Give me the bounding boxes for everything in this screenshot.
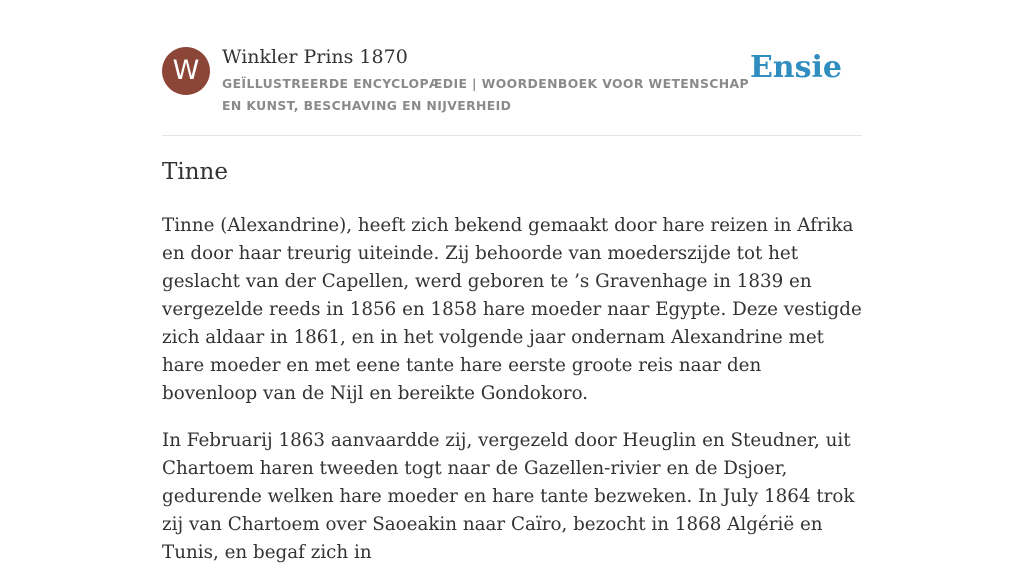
header-divider [162, 135, 862, 136]
source-avatar[interactable]: W [162, 47, 210, 95]
article-title: Tinne [162, 159, 228, 185]
article-body [162, 212, 862, 586]
brand-logo-link[interactable]: Ensie [749, 50, 842, 85]
article-paragraph: In Februarij 1863 aanvaardde zij, vergezeld door Heuglin en Steudner, uit Chartoem haren tweeden togt naar de Gazellen-rivier en de Dsjoer, gedurende welken hare moeder en hare tante bezweken. In July 1864 trok zij van Chartoem over Saoeakin naar Caïro, bezocht in 1868 Algérië en Tunis, en begaf zich in [162, 430, 855, 563]
source-header [162, 46, 862, 116]
source-subtitle: GEÏLLUSTREERDE ENCYCLOPÆDIE | WOORDENBOEK VOOR WETENSCHAP EN KUNST, BESCHAVING EN NIJVERHEID [222, 76, 749, 113]
source-title[interactable]: Winkler Prins 1870 [222, 46, 408, 68]
article-paragraph: Tinne (Alexandrine), heeft zich bekend gemaakt door hare reizen in Afrika en door haar treurig uiteinde. Zij behoorde van moederszijde tot het geslacht van der Capellen, werd geboren te ’s Gravenhage in 1839 en vergezelde reeds in 1856 en 1858 hare moeder naar Egypte. Deze vestigde zich aldaar in 1861, en in het volgende jaar ondernam Alexandrine met hare moeder en met eene tante hare eerste groote reis naar den bovenloop van de Nijl en bereikte Gondokoro. [162, 215, 862, 404]
